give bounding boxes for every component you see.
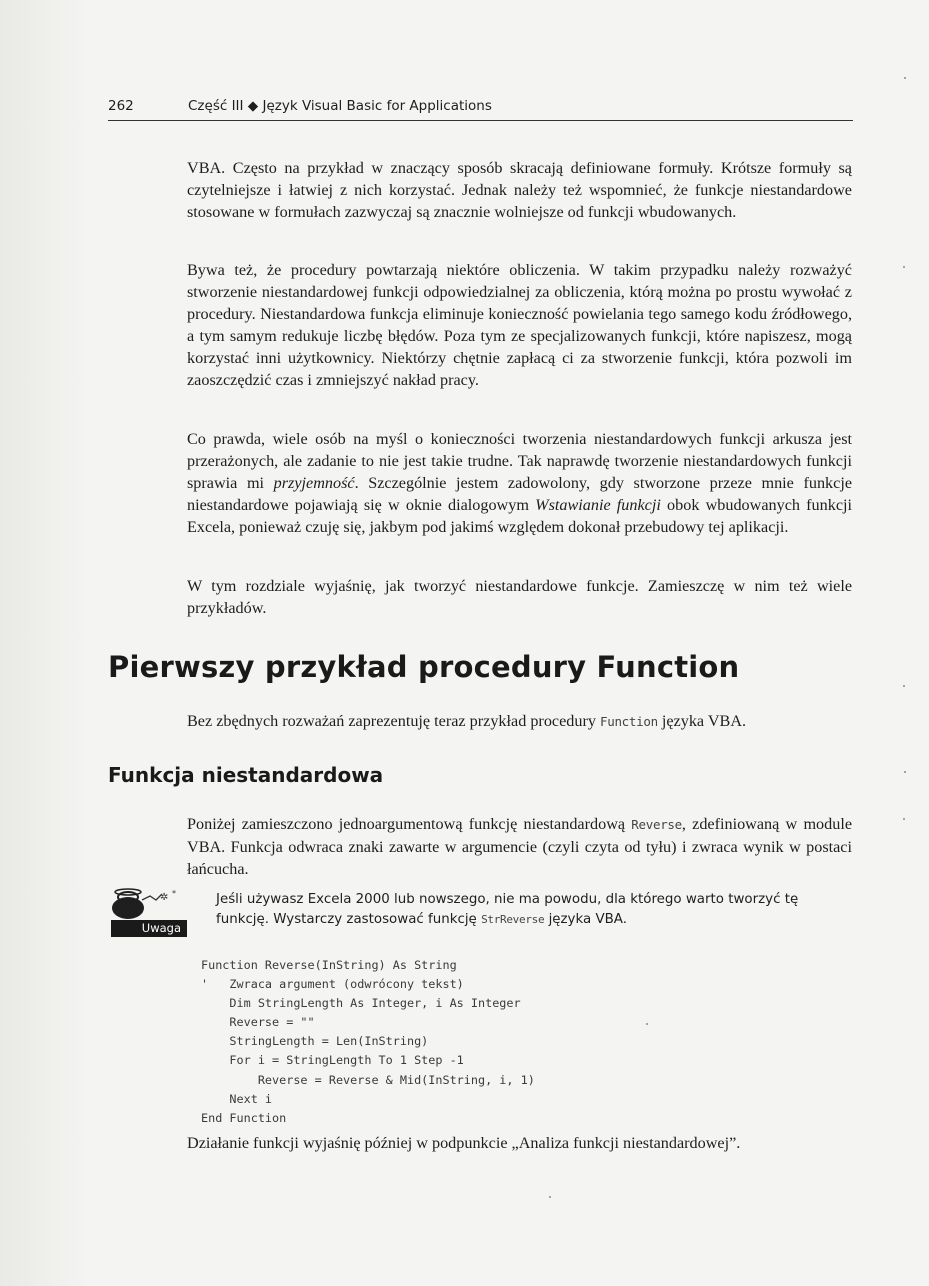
subsection-text-b: , zdefiniowaną w module VBA. Funkcja odwraca znaki zawarte w argumencie (czyli czyta od tyłu) i zwraca wynik w postaci łańcucha. xyxy=(187,815,853,878)
scan-speck xyxy=(903,266,905,268)
paragraph-3-text-b: . Szczególnie jestem zadowolony, gdy stworzone przeze mnie funkcje niestandardowe pojawiają się w oknie dialogowym xyxy=(187,474,852,514)
inline-code-reverse: Reverse xyxy=(631,817,682,832)
inline-code-function: Function xyxy=(600,714,658,729)
paragraph-1: VBA. Często na przykład w znaczący sposób skracają definiowane formuły. Krótsze formuły są czytelniejsze i łatwiej z nich korzystać. Jednak należy też wspomnieć, że funkcje niestandardowe stosowane w formułach zazwyczaj są znacznie wolniejsze od funkcji wbudowanych. xyxy=(187,159,852,221)
page-number: 262 xyxy=(108,98,134,114)
scan-speck xyxy=(549,1196,551,1198)
bomb-icon xyxy=(106,888,192,922)
code-line: Reverse = "" xyxy=(201,1015,315,1030)
scan-speck xyxy=(904,771,906,773)
paragraph-2: Bywa też, że procedury powtarzają niektóre obliczenia. W takim przypadku należy rozważyć stworzenie niestandardowej funkcji odpowiedzialnej za obliczenia, którą można po prostu wywołać z procedury. Niestandardowa funkcja eliminuje konieczność powielania tego samego kodu źródłowego, a tym samym redukuje liczbę błędów. Poza tym ze specjalizowanych funkcji, które napiszesz, mogą korzystać inni użytkownicy. Niektórzy chętnie zapłacą ci za stworzenie funkcji, która pozwoli im zaoszczędzić czas i zmniejszyć nakład pracy. xyxy=(187,261,852,389)
section-intro xyxy=(187,710,852,733)
subsection-text-a: Poniżej zamieszczono jednoargumentową funkcję niestandardową xyxy=(187,815,626,833)
scan-speck xyxy=(646,1023,648,1025)
scan-speck xyxy=(903,818,905,820)
svg-text:✲: ✲ xyxy=(160,892,169,903)
scan-speck xyxy=(904,77,906,79)
note-label: Uwaga xyxy=(111,920,187,937)
code-line: ' Zwraca argument (odwrócony tekst) xyxy=(201,977,464,992)
scan-speck xyxy=(903,685,905,687)
section-heading: Pierwszy przykład procedury Function xyxy=(108,650,740,684)
code-listing xyxy=(201,956,535,1128)
code-line: Dim StringLength As Integer, i As Integer xyxy=(201,996,521,1011)
paragraph-3-text-a: Co prawda, wiele osób na myśl o konieczności tworzenia niestandardowych funkcji arkusza jest przerażonych, ale zadanie to nie jest takie trudne. Tak naprawdę tworzenie niestandardowych funkcji sprawia mi xyxy=(187,430,852,492)
paragraph-3 xyxy=(187,428,852,538)
running-title: Część III ◆ Język Visual Basic for Applications xyxy=(188,98,492,114)
running-header xyxy=(108,94,853,121)
section-intro-text-a: Bez zbędnych rozważań zaprezentuję teraz przykład procedury xyxy=(187,712,596,730)
inline-code-strreverse: StrReverse xyxy=(481,913,545,926)
subsection-heading: Funkcja niestandardowa xyxy=(108,763,384,787)
code-line: StringLength = Len(InString) xyxy=(201,1034,429,1049)
note-text-b: języka VBA. xyxy=(548,912,627,927)
emphasis-przyjemnosc: przyjemność xyxy=(273,474,355,492)
closing-paragraph: Działanie funkcji wyjaśnię później w podpunkcie „Analiza funkcji niestandardowej”. xyxy=(187,1134,741,1152)
paragraph-3-text-c: obok wbudowanych funkcji Excela, ponieważ czuję się, jakbym pod jakimś względem dokonał przebudowy tej aplikacji. xyxy=(187,496,853,536)
emphasis-dialog-name: Wstawianie funkcji xyxy=(535,496,661,514)
code-line: Reverse = Reverse & Mid(InString, i, 1) xyxy=(201,1072,535,1087)
code-line: For i = StringLength To 1 Step -1 xyxy=(201,1053,464,1068)
code-line: Function Reverse(InString) As String xyxy=(201,958,457,972)
section-intro-text-b: języka VBA. xyxy=(661,712,747,730)
code-line: Next i xyxy=(201,1091,273,1106)
subsection-body xyxy=(187,813,852,880)
note-text-a: Jeśli używasz Excela 2000 lub nowszego, nie ma powodu, dla którego warto tworzyć tę funkcję. Wystarczy zastosować funkcję xyxy=(216,892,799,927)
paragraph-4: W tym rozdziale wyjaśnię, jak tworzyć niestandardowe funkcje. Zamieszczę w nim też wiele przykładów. xyxy=(187,577,852,617)
note-text xyxy=(216,890,846,930)
code-line: End Function xyxy=(201,1110,287,1125)
svg-text:*: * xyxy=(172,889,176,898)
